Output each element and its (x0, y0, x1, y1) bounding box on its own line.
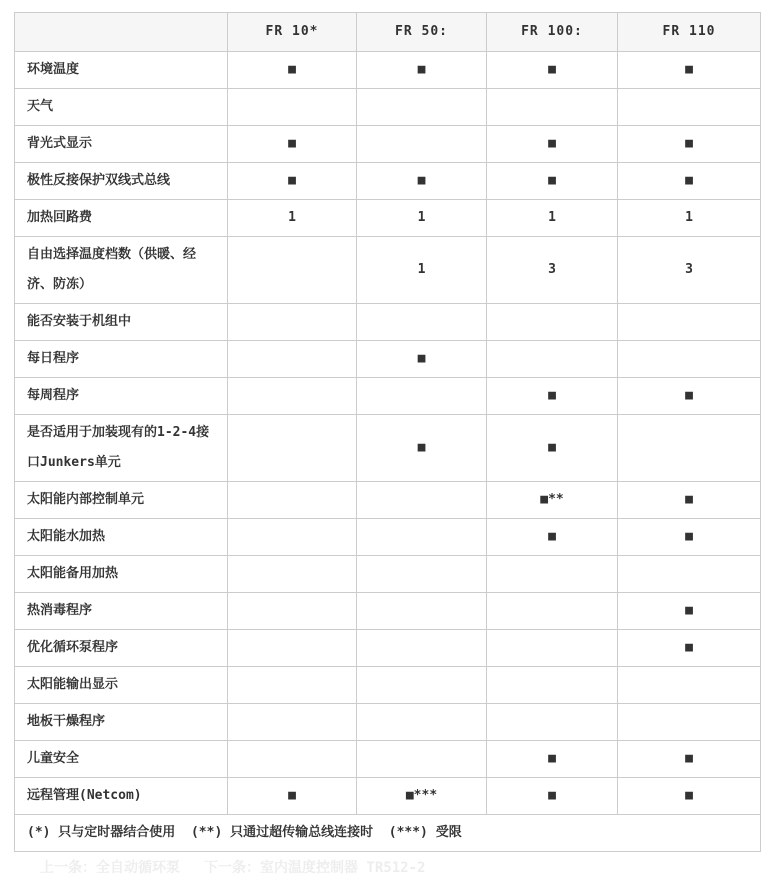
table-row (15, 741, 761, 778)
feature-cell-value: ■ (487, 126, 618, 163)
column-header: FR 100: (487, 13, 618, 52)
feature-cell-value: 3 (487, 237, 618, 304)
feature-cell-value: ■ (487, 163, 618, 200)
feature-cell-empty (487, 89, 618, 126)
feature-cell-value: ■ (228, 778, 357, 815)
feature-cell-value: ■ (618, 519, 761, 556)
feature-cell-empty (357, 741, 487, 778)
feature-label: 环境温度 (15, 52, 228, 89)
feature-label: 优化循环泵程序 (15, 630, 228, 667)
feature-cell-empty (357, 304, 487, 341)
feature-cell-value: ■ (618, 126, 761, 163)
feature-cell-empty (357, 126, 487, 163)
feature-cell-value: ■ (618, 778, 761, 815)
table-row (15, 778, 761, 815)
footnote-text: (*) 只与定时器结合使用 (**) 只通过超传输总线连接时 (***) 受限 (15, 815, 761, 852)
table-row (15, 163, 761, 200)
feature-cell-empty (618, 341, 761, 378)
feature-cell-empty (618, 556, 761, 593)
feature-cell-empty (228, 89, 357, 126)
table-body (15, 52, 761, 815)
prev-item-link[interactable]: 上一条：全自动循环泵 (40, 860, 180, 876)
feature-cell-empty (357, 519, 487, 556)
feature-cell-empty (228, 519, 357, 556)
table-row (15, 304, 761, 341)
table-row (15, 378, 761, 415)
feature-cell-value: ■ (228, 52, 357, 89)
header-row (15, 13, 761, 52)
feature-label: 太阳能输出显示 (15, 667, 228, 704)
feature-label: 能否安装于机组中 (15, 304, 228, 341)
feature-comparison-table (14, 12, 761, 852)
feature-label: 自由选择温度档数（供暖、经济、防冻） (15, 237, 228, 304)
feature-cell-value: 1 (357, 237, 487, 304)
feature-cell-value: ■ (228, 163, 357, 200)
feature-cell-value: ■ (618, 741, 761, 778)
feature-label: 加热回路费 (15, 200, 228, 237)
feature-cell-empty (618, 704, 761, 741)
feature-label: 是否适用于加装现有的1-2-4接口Junkers单元 (15, 415, 228, 482)
feature-cell-value: ■ (618, 163, 761, 200)
feature-cell-value: ■ (228, 126, 357, 163)
feature-cell-value: ■ (487, 52, 618, 89)
feature-cell-value: ■ (487, 519, 618, 556)
feature-cell-empty (357, 89, 487, 126)
feature-cell-value: 3 (618, 237, 761, 304)
feature-cell-value: ■ (618, 52, 761, 89)
feature-cell-empty (357, 593, 487, 630)
feature-cell-empty (487, 341, 618, 378)
table-row (15, 593, 761, 630)
feature-cell-empty (228, 304, 357, 341)
feature-cell-empty (228, 341, 357, 378)
feature-cell-empty (228, 704, 357, 741)
feature-cell-value: ■** (487, 482, 618, 519)
feature-cell-empty (228, 237, 357, 304)
feature-cell-empty (228, 415, 357, 482)
feature-cell-value: ■ (487, 415, 618, 482)
feature-cell-empty (357, 630, 487, 667)
column-header: FR 50: (357, 13, 487, 52)
feature-cell-value: ■*** (357, 778, 487, 815)
feature-label: 每周程序 (15, 378, 228, 415)
feature-cell-value: ■ (357, 415, 487, 482)
feature-cell-empty (618, 667, 761, 704)
feature-label: 每日程序 (15, 341, 228, 378)
feature-cell-value: ■ (618, 378, 761, 415)
table-row (15, 200, 761, 237)
table-row (15, 519, 761, 556)
feature-label: 背光式显示 (15, 126, 228, 163)
table-row (15, 126, 761, 163)
feature-cell-empty (487, 667, 618, 704)
feature-cell-empty (487, 704, 618, 741)
footnote-row (15, 815, 761, 852)
corner-header (15, 13, 228, 52)
feature-label: 儿童安全 (15, 741, 228, 778)
table-row (15, 341, 761, 378)
table-row (15, 556, 761, 593)
feature-cell-empty (228, 593, 357, 630)
footer-nav (40, 857, 425, 877)
feature-cell-empty (487, 630, 618, 667)
feature-cell-empty (228, 630, 357, 667)
feature-label: 极性反接保护双线式总线 (15, 163, 228, 200)
feature-label: 太阳能内部控制单元 (15, 482, 228, 519)
feature-cell-value: ■ (618, 630, 761, 667)
feature-cell-empty (618, 304, 761, 341)
feature-cell-value: ■ (487, 778, 618, 815)
feature-cell-empty (228, 378, 357, 415)
feature-cell-value: ■ (618, 593, 761, 630)
feature-label: 天气 (15, 89, 228, 126)
column-header: FR 10* (228, 13, 357, 52)
feature-cell-empty (228, 556, 357, 593)
feature-cell-value: ■ (357, 341, 487, 378)
feature-cell-empty (228, 741, 357, 778)
feature-cell-value: ■ (487, 741, 618, 778)
table-row (15, 52, 761, 89)
feature-cell-empty (487, 304, 618, 341)
column-header: FR 110 (618, 13, 761, 52)
feature-cell-value: 1 (487, 200, 618, 237)
next-item-link[interactable]: 下一条：室内温度控制器 TR512-2 (204, 860, 426, 876)
feature-cell-empty (228, 667, 357, 704)
table-row (15, 237, 761, 304)
table-row (15, 482, 761, 519)
table-row (15, 704, 761, 741)
feature-cell-empty (357, 482, 487, 519)
feature-cell-empty (357, 704, 487, 741)
feature-label: 地板干燥程序 (15, 704, 228, 741)
feature-cell-empty (357, 667, 487, 704)
feature-cell-empty (618, 415, 761, 482)
feature-cell-value: ■ (357, 52, 487, 89)
feature-cell-value: ■ (618, 482, 761, 519)
feature-cell-empty (487, 593, 618, 630)
feature-cell-value: 1 (357, 200, 487, 237)
table-row (15, 89, 761, 126)
feature-cell-value: 1 (618, 200, 761, 237)
feature-label: 远程管理(Netcom) (15, 778, 228, 815)
feature-cell-empty (228, 482, 357, 519)
feature-cell-empty (357, 378, 487, 415)
table-row (15, 415, 761, 482)
feature-label: 太阳能备用加热 (15, 556, 228, 593)
table-row (15, 630, 761, 667)
feature-cell-value: 1 (228, 200, 357, 237)
feature-label: 太阳能水加热 (15, 519, 228, 556)
feature-cell-empty (618, 89, 761, 126)
feature-cell-empty (487, 556, 618, 593)
table-row (15, 667, 761, 704)
feature-label: 热消毒程序 (15, 593, 228, 630)
feature-cell-value: ■ (357, 163, 487, 200)
feature-cell-value: ■ (487, 378, 618, 415)
feature-cell-empty (357, 556, 487, 593)
